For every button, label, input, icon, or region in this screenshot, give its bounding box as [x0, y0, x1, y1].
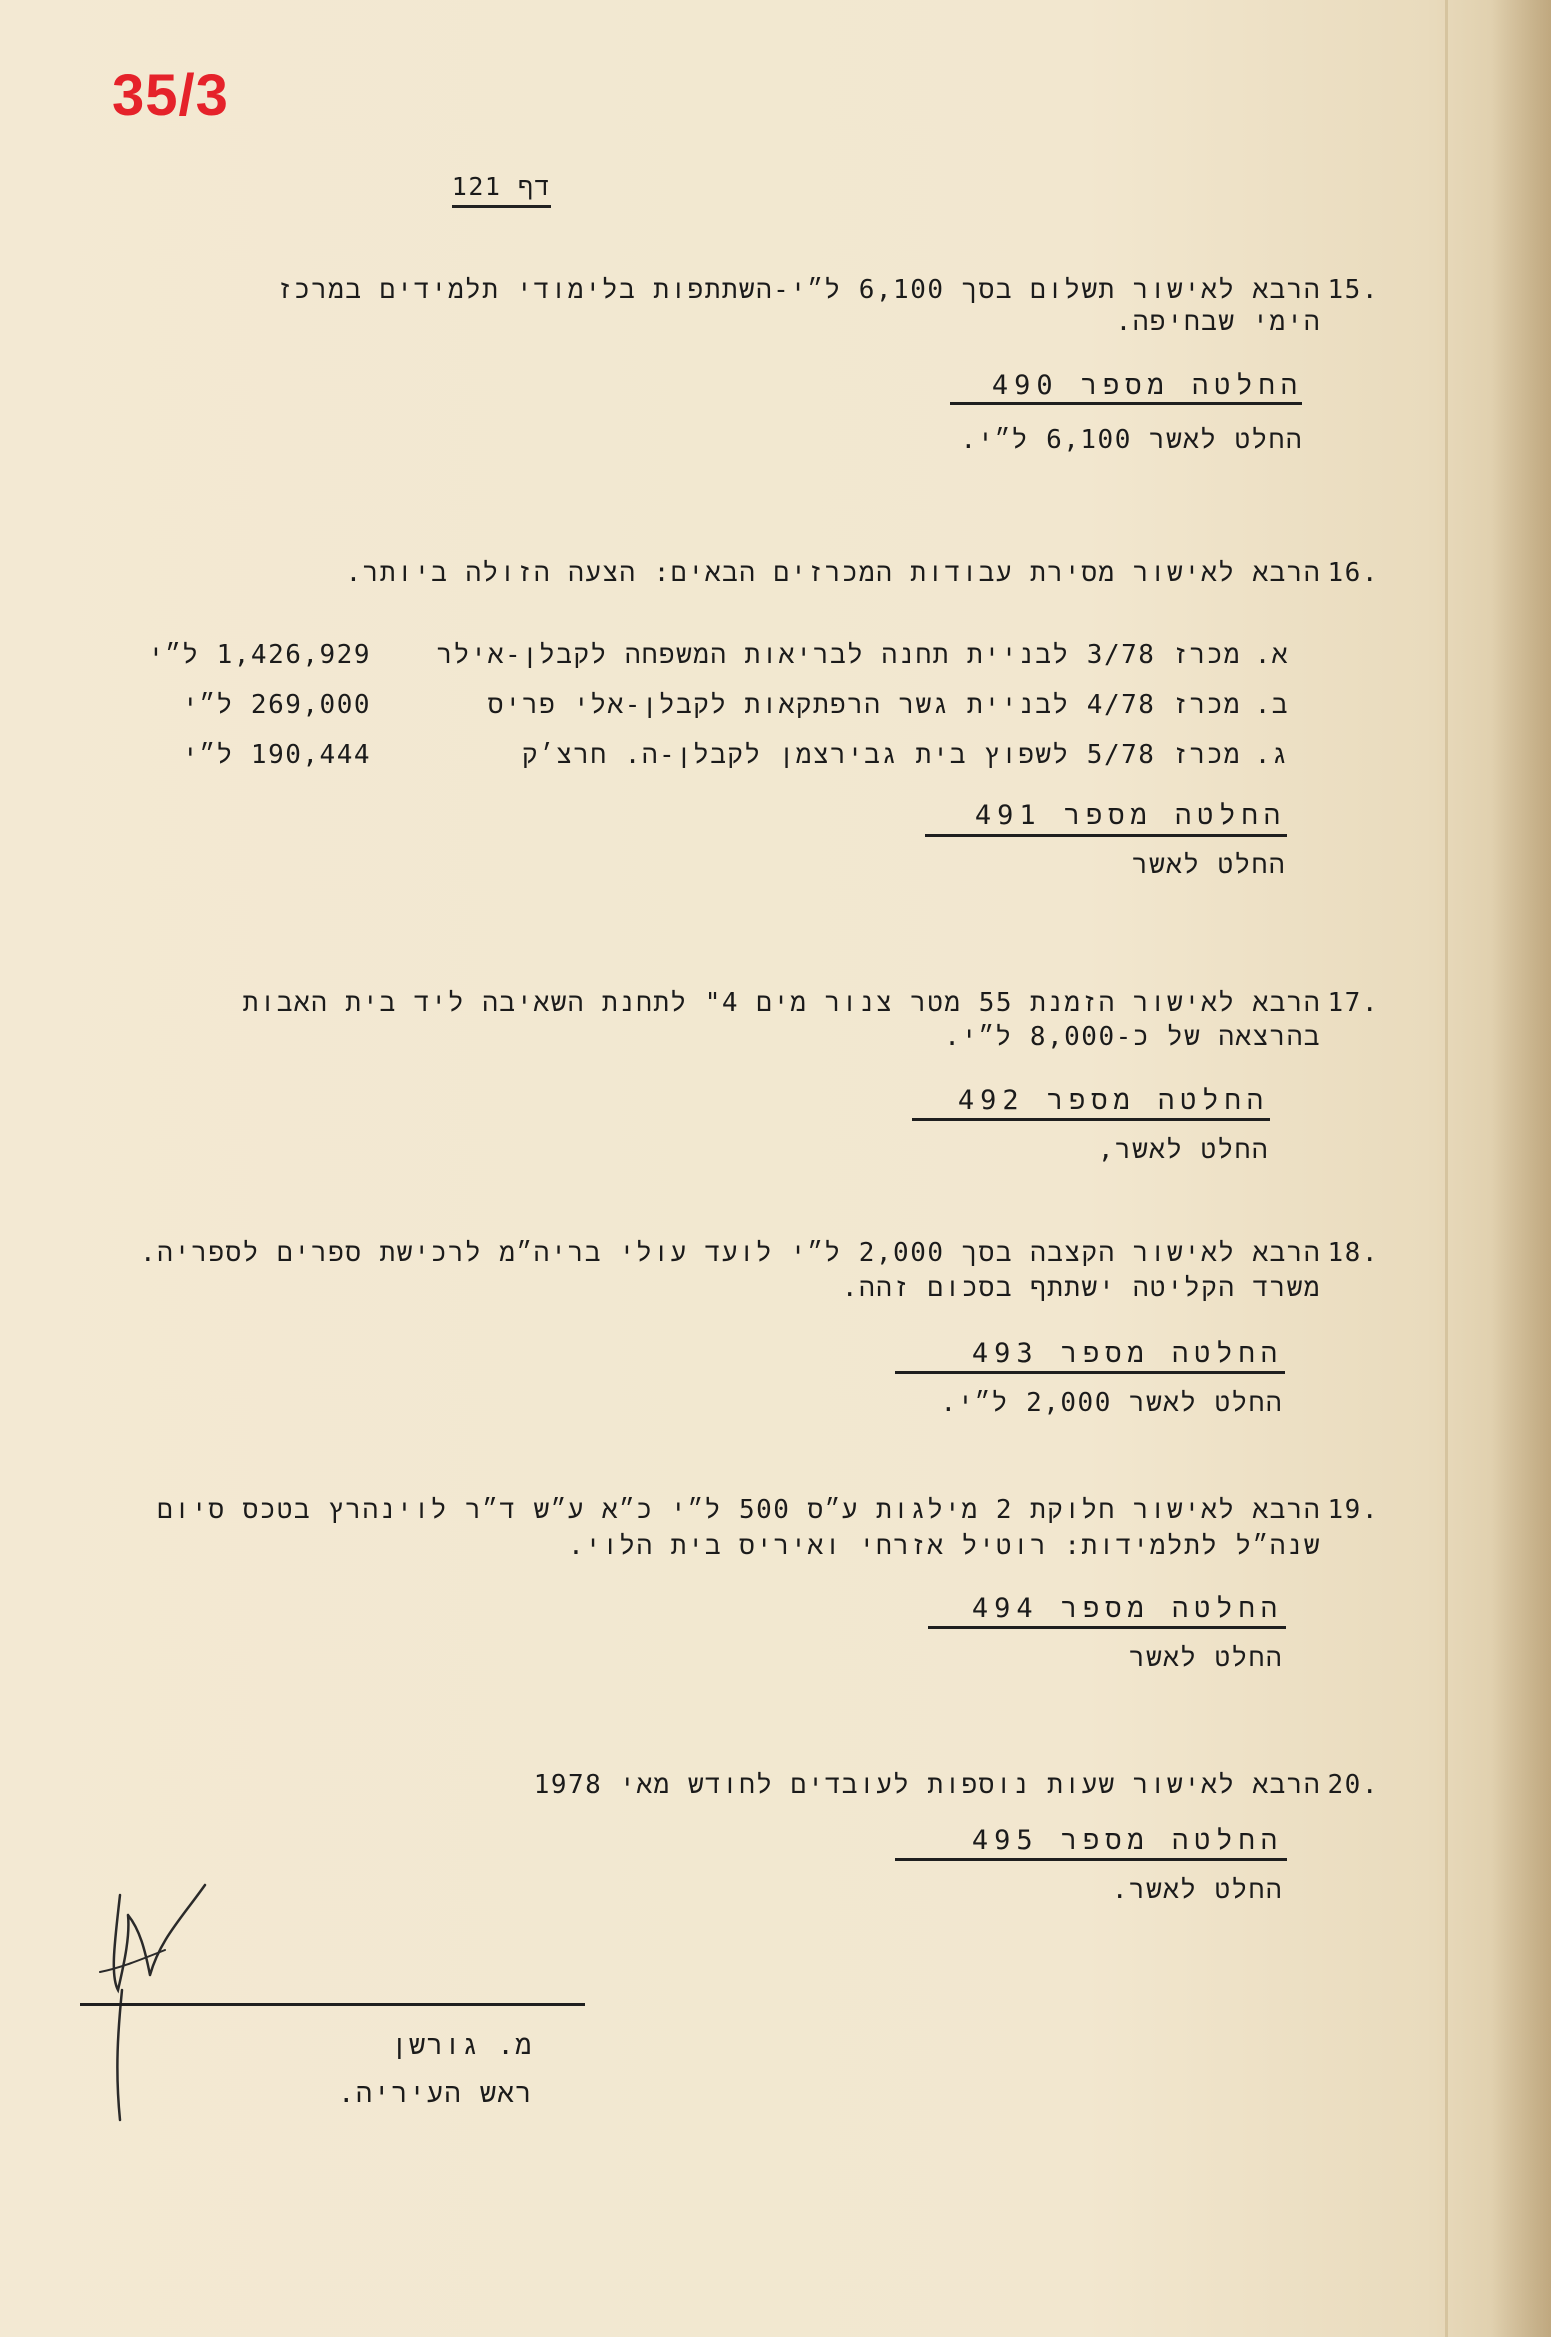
signatory-name: מ. גורשן: [391, 2030, 533, 2061]
subitem-text: מכרז 4/78 לבניית גשר הרפתקאות לקבלן-אלי פריס: [487, 690, 1241, 720]
decision-underline: [895, 1371, 1285, 1374]
decision-label: החלטה מספר 490: [991, 370, 1303, 401]
subitem-letter: ג.: [1254, 740, 1289, 770]
page-reference: דף 121: [452, 172, 551, 208]
decision-label: החלטה מספר 492: [957, 1085, 1269, 1116]
page-fold: [1445, 0, 1448, 2337]
decision-label: החלטה מספר 493: [971, 1338, 1283, 1369]
subitem-amount: 190,444 ל״י: [182, 740, 371, 770]
decision-underline: [912, 1118, 1270, 1121]
item-line: הימי שבחיפה.: [1115, 307, 1321, 337]
decision-underline: [895, 1858, 1287, 1861]
subitem-text: מכרז 3/78 לבניית תחנה לבריאות המשפחה לקבלן-אילר: [436, 640, 1241, 670]
item-line: הרבא לאישור מסירת עבודות המכרזים הבאים: הצעה הזולה ביותר.: [345, 558, 1321, 588]
decision-underline: [925, 834, 1287, 837]
item-line: הרבא לאישור תשלום בסך 6,100 ל״י-השתתפות בלימודי תלמידים במרכז: [277, 275, 1321, 305]
decision-text: החלט לאשר: [1132, 850, 1286, 880]
decision-text: החלט לאשר.: [1111, 1875, 1283, 1905]
decision-underline: [950, 402, 1302, 405]
item-line: שנה״ל לתלמידות: רוטיל אזרחי ואיריס בית הלוי.: [568, 1531, 1321, 1561]
decision-text: החלט לאשר,: [1097, 1135, 1269, 1165]
item-number: .15: [1327, 275, 1379, 305]
decision-label: החלטה מספר 494: [971, 1593, 1283, 1624]
signatory-title: ראש העיריה.: [338, 2078, 533, 2109]
decision-label: החלטה מספר 491: [974, 800, 1286, 831]
signature-line: [80, 2003, 585, 2006]
item-number: .19: [1327, 1495, 1379, 1525]
item-line: בהרצאה של כ-8,000 ל״י.: [944, 1022, 1321, 1052]
decision-label: החלטה מספר 495: [971, 1825, 1283, 1856]
item-number: .18: [1327, 1238, 1379, 1268]
item-number: .16: [1327, 558, 1379, 588]
item-number: .17: [1327, 988, 1379, 1018]
decision-text: החלט לאשר 2,000 ל״י.: [940, 1388, 1283, 1418]
subitem-letter: א.: [1254, 640, 1289, 670]
handwritten-signature-icon: [70, 1880, 230, 2140]
subitem-amount: 1,426,929 ל״י: [148, 640, 371, 670]
item-line: הרבא לאישור שעות נוספות לעובדים לחודש מאי 1978: [533, 1770, 1321, 1800]
item-number: .20: [1327, 1770, 1379, 1800]
page-edge-shadow: [1491, 0, 1551, 2337]
item-line: הרבא לאישור הקצבה בסך 2,000 ל״י לועד עולי בריה״מ לרכישת ספרים לספריה.: [140, 1238, 1321, 1268]
subitem-letter: ב.: [1254, 690, 1289, 720]
item-line: משרד הקליטה ישתתף בסכום זהה.: [841, 1273, 1321, 1303]
decision-text: החלט לאשר 6,100 ל״י.: [960, 425, 1303, 455]
item-line: הרבא לאישור הזמנת 55 מטר צנור מים 4" לתחנת השאיבה ליד בית האבות: [242, 988, 1321, 1018]
archive-stamp-number: 35/3: [112, 63, 229, 128]
subitem-amount: 269,000 ל״י: [182, 690, 371, 720]
decision-text: החלט לאשר: [1129, 1643, 1283, 1673]
decision-underline: [928, 1626, 1286, 1629]
item-line: הרבא לאישור חלוקת 2 מילגות ע״ס 500 ל״י כ״א ע״ש ד״ר לוינהרץ בטכס סיום: [157, 1495, 1321, 1525]
subitem-text: מכרז 5/78 לשפוץ בית גבירצמן לקבלן-ה. חרצ׳ק: [522, 740, 1241, 770]
